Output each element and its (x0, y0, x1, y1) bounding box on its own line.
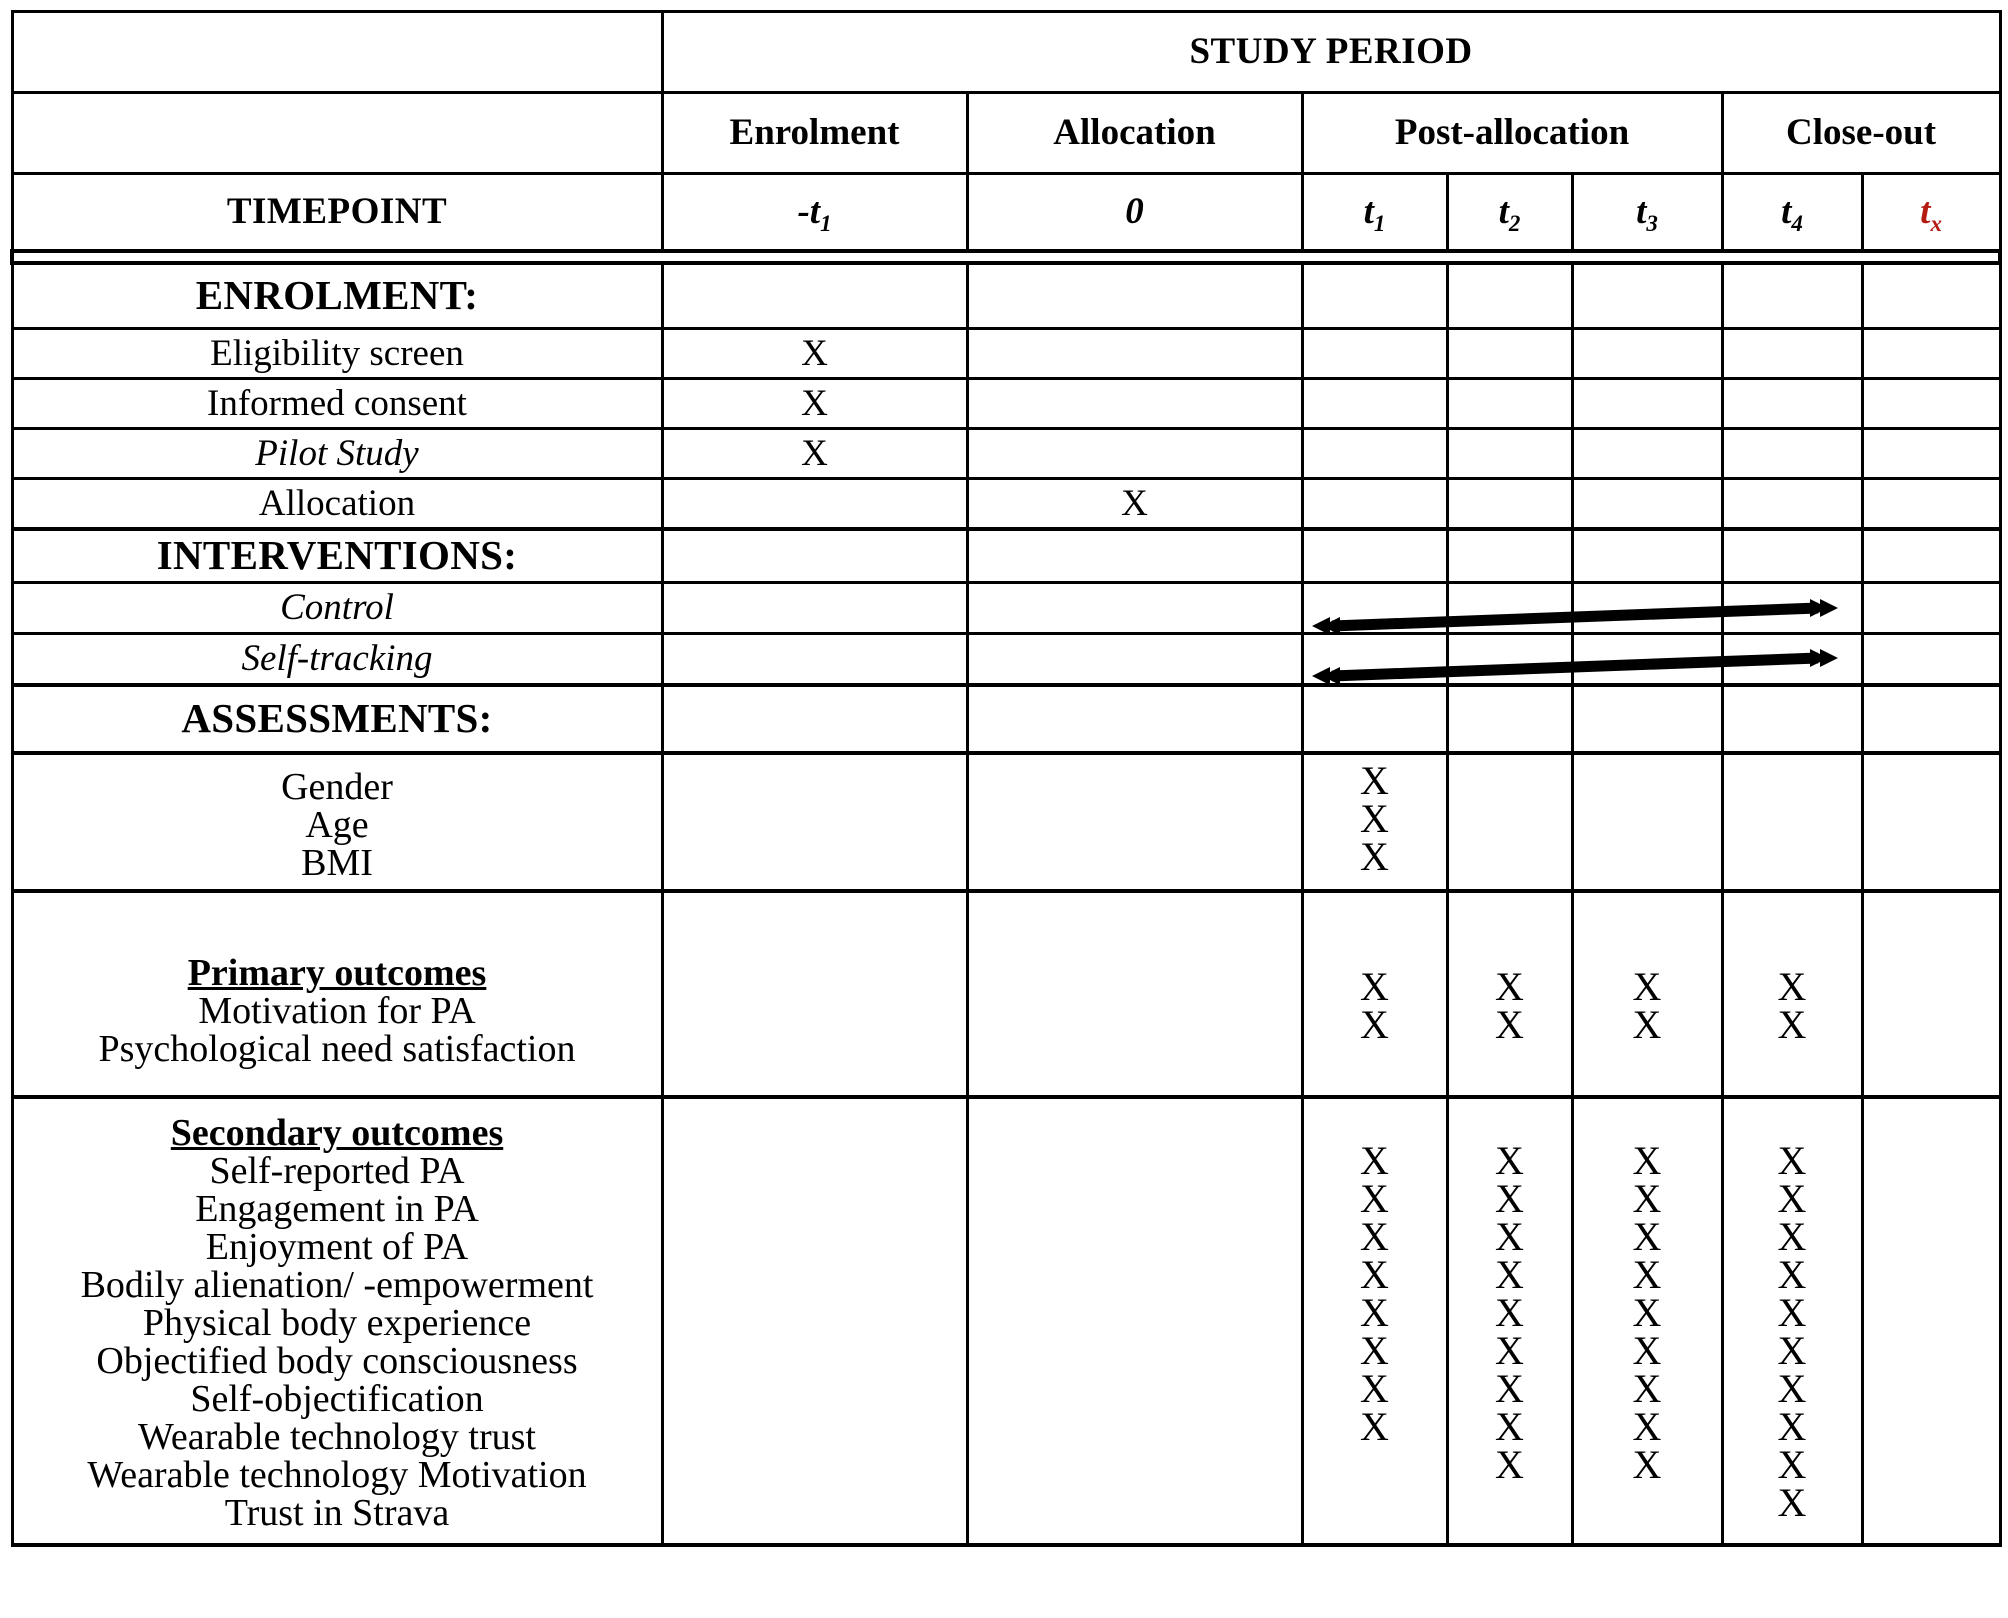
row-label-psychological-need-satisfaction: Psychological need satisfaction (98, 1028, 576, 1070)
timepoint-t3 (1572, 174, 1722, 252)
mark-selfreportedpa-t1: X (1360, 1138, 1389, 1183)
row-label-trust-in-strava: Trust in Strava (224, 1492, 450, 1534)
mark-control-t2 (1447, 583, 1572, 634)
group-labels-secondary (12, 1097, 662, 1545)
header-body-separator (12, 251, 2000, 263)
mark-allocationrow-t2 (1447, 479, 1572, 530)
mark-control-enrolment (662, 583, 967, 634)
mark-enjoymentpa-t3: X (1632, 1214, 1662, 1259)
header-row-study-period (12, 12, 2000, 93)
table-row (12, 479, 2000, 530)
cell-assessments-heading-c7 (1862, 685, 2000, 753)
mark-selftracking-t4 (1722, 634, 1862, 686)
mark-enjoymentpa-t4: X (1777, 1214, 1807, 1259)
mark-eligibility-t1 (1302, 329, 1447, 379)
cell-enrolment-heading-c2 (967, 263, 1302, 329)
mark-eligibility-allocation (967, 329, 1302, 379)
timepoint-t1-base: t (1363, 191, 1374, 233)
row-label-pilot-study: Pilot Study (12, 429, 662, 479)
mark-consent-t2 (1447, 379, 1572, 429)
mark-motivation-t2: X (1495, 964, 1524, 1009)
mark-allocationrow-t4 (1722, 479, 1862, 530)
cell-enrolment-heading-c6 (1722, 263, 1862, 329)
cell-enrolment-heading-c1 (662, 263, 967, 329)
marks-secondary-allocation (967, 1097, 1302, 1545)
row-label-self-objectification: Self-objectification (190, 1378, 484, 1420)
cell-interventions-heading-c4 (1447, 529, 1572, 583)
marks-primary-t1 (1302, 891, 1447, 1097)
mark-consent-tx (1862, 379, 2000, 429)
mark-motivation-t4: X (1777, 964, 1807, 1009)
timepoint-t4-sub: 4 (1791, 210, 1803, 236)
row-label-control: Control (12, 583, 662, 634)
row-label-wearable-technology-motivation: Wearable technology Motivation (87, 1454, 587, 1496)
marks-primary-t2 (1447, 891, 1572, 1097)
timepoint-t1 (1302, 174, 1447, 252)
row-label-informed-consent: Informed consent (12, 379, 662, 429)
row-assessments-heading (12, 685, 2000, 753)
mark-control-allocation (967, 583, 1302, 634)
mark-pilot-allocation (967, 429, 1302, 479)
separator-seg-7 (1862, 251, 2000, 263)
cell-assessments-heading-c2 (967, 685, 1302, 753)
timepoint-t3-base: t (1636, 191, 1647, 233)
separator-seg-3 (1302, 251, 1447, 263)
timepoint-tx-sub: x (1930, 210, 1942, 236)
mark-truststrava-t4: X (1777, 1480, 1807, 1525)
mark-psychneed-t4: X (1777, 1002, 1807, 1047)
row-label-motivation-for-pa: Motivation for PA (198, 990, 476, 1032)
group-labels-primary (12, 891, 662, 1097)
mark-allocationrow-allocation: X (967, 479, 1302, 530)
mark-bodilyalienation-t3: X (1632, 1252, 1662, 1297)
separator-seg-2 (967, 251, 1302, 263)
cell-interventions-heading-c5 (1572, 529, 1722, 583)
mark-motivation-t3: X (1632, 964, 1662, 1009)
marks-secondary-tx (1862, 1097, 2000, 1545)
mark-pilot-t2 (1447, 429, 1572, 479)
marks-secondary-t1 (1302, 1097, 1447, 1545)
group-secondary-outcomes (12, 1097, 2000, 1545)
mark-selfreportedpa-t2: X (1495, 1138, 1524, 1183)
mark-allocationrow-tx (1862, 479, 2000, 530)
cell-interventions-heading-c3 (1302, 529, 1447, 583)
row-enrolment-heading (12, 263, 2000, 329)
row-interventions-heading (12, 529, 2000, 583)
mark-allocationrow-t1 (1302, 479, 1447, 530)
row-label-enjoyment-of-pa: Enjoyment of PA (205, 1226, 469, 1268)
table-row (12, 429, 2000, 479)
timepoint-enrolment (662, 174, 967, 252)
cell-enrolment-heading-c5 (1572, 263, 1722, 329)
row-label-age: Age (305, 804, 369, 846)
row-label-bodily-alienation-empowerment: Bodily alienation/ -empowerment (80, 1264, 594, 1306)
marks-primary-t3 (1572, 891, 1722, 1097)
mark-pilot-t1 (1302, 429, 1447, 479)
timepoint-t4-base: t (1781, 191, 1792, 233)
mark-wearabletrust-t3: X (1632, 1404, 1662, 1449)
row-label-secondary-outcomes: Secondary outcomes (170, 1112, 504, 1154)
mark-bodilyalienation-t4: X (1777, 1252, 1807, 1297)
timepoint-tx-base: t (1920, 191, 1931, 233)
period-header-close-out: Close-out (1722, 93, 2000, 174)
mark-consent-t1 (1302, 379, 1447, 429)
cell-assessments-heading-c3 (1302, 685, 1447, 753)
mark-gender-t1: X (1360, 758, 1389, 803)
header-row-periods (12, 93, 2000, 174)
marks-secondary-t2 (1447, 1097, 1572, 1545)
cell-enrolment-heading-c3 (1302, 263, 1447, 329)
mark-eligibility-t2 (1447, 329, 1572, 379)
mark-consent-allocation (967, 379, 1302, 429)
mark-bmi-t1: X (1360, 834, 1389, 879)
mark-eligibility-t4 (1722, 329, 1862, 379)
mark-allocationrow-enrolment (662, 479, 967, 530)
marks-demographics-t3 (1572, 753, 1722, 891)
timepoint-enrolment-base: -t (797, 191, 821, 233)
mark-wearabletrust-t2: X (1495, 1404, 1524, 1449)
mark-selfobjectification-t2: X (1495, 1366, 1524, 1411)
marks-secondary-enrolment (662, 1097, 967, 1545)
mark-engagementpa-t2: X (1495, 1176, 1524, 1221)
mark-bodilyalienation-t2: X (1495, 1252, 1524, 1297)
table-row (12, 634, 2000, 686)
row-label-allocation: Allocation (12, 479, 662, 530)
timepoint-t3-sub: 3 (1646, 210, 1658, 236)
mark-selfreportedpa-t4: X (1777, 1138, 1807, 1183)
cell-assessments-heading-c1 (662, 685, 967, 753)
marks-secondary-t4 (1722, 1097, 1862, 1545)
cell-assessments-heading-c4 (1447, 685, 1572, 753)
row-label-wearable-technology-trust: Wearable technology trust (138, 1416, 536, 1458)
timepoint-t4 (1722, 174, 1862, 252)
marks-demographics-allocation (967, 753, 1302, 891)
mark-pilot-tx (1862, 429, 2000, 479)
marks-primary-tx (1862, 891, 2000, 1097)
row-label-gender: Gender (281, 766, 393, 808)
mark-wearabletrust-t4: X (1777, 1404, 1807, 1449)
mark-selftracking-t3 (1572, 634, 1722, 686)
mark-physicalbody-t3: X (1632, 1290, 1662, 1335)
separator-seg-4 (1447, 251, 1572, 263)
marks-primary-allocation (967, 891, 1302, 1097)
period-header-enrolment: Enrolment (662, 93, 967, 174)
timepoint-allocation-base: 0 (1125, 191, 1144, 233)
mark-wearabletrust-t1: X (1360, 1404, 1389, 1449)
mark-eligibility-tx (1862, 329, 2000, 379)
mark-consent-enrolment: X (662, 379, 967, 429)
mark-control-t3 (1572, 583, 1722, 634)
mark-pilot-t4 (1722, 429, 1862, 479)
mark-physicalbody-t4: X (1777, 1290, 1807, 1335)
timepoint-tx (1862, 174, 2000, 252)
mark-selftracking-enrolment (662, 634, 967, 686)
mark-selfobjectification-t1: X (1360, 1366, 1389, 1411)
marks-primary-t4 (1722, 891, 1862, 1097)
marks-demographics-enrolment (662, 753, 967, 891)
row-label-objectified-body-consciousness: Objectified body consciousness (96, 1340, 578, 1382)
study-period-title: STUDY PERIOD (662, 12, 2000, 93)
row-label-engagement-in-pa: Engagement in PA (195, 1188, 479, 1230)
mark-objectifiedbody-t2: X (1495, 1328, 1524, 1373)
mark-selfobjectification-t4: X (1777, 1366, 1807, 1411)
period-header-post-allocation: Post-allocation (1302, 93, 1722, 174)
period-header-allocation: Allocation (967, 93, 1302, 174)
marks-demographics-t1 (1302, 753, 1447, 891)
group-primary-outcomes (12, 891, 2000, 1097)
marks-demographics-t2 (1447, 753, 1572, 891)
mark-consent-t4 (1722, 379, 1862, 429)
mark-control-tx (1862, 583, 2000, 634)
mark-enjoymentpa-t1: X (1360, 1214, 1389, 1259)
mark-objectifiedbody-t3: X (1632, 1328, 1662, 1373)
group-demographics (12, 753, 2000, 891)
mark-engagementpa-t3: X (1632, 1176, 1662, 1221)
marks-demographics-t4 (1722, 753, 1862, 891)
row-label-bmi: BMI (301, 842, 373, 884)
mark-allocationrow-t3 (1572, 479, 1722, 530)
cell-assessments-heading-c6 (1722, 685, 1862, 753)
header-blank-cell (12, 12, 662, 93)
mark-control-t4 (1722, 583, 1862, 634)
row-label-physical-body-experience: Physical body experience (142, 1302, 532, 1344)
marks-demographics-tx (1862, 753, 2000, 891)
mark-selftracking-t1 (1302, 634, 1447, 686)
cell-interventions-heading-c6 (1722, 529, 1862, 583)
timepoint-t2-base: t (1498, 191, 1509, 233)
section-heading-interventions: INTERVENTIONS: (12, 529, 662, 583)
mark-wearablemotivation-t3: X (1632, 1442, 1662, 1487)
cell-interventions-heading-c1 (662, 529, 967, 583)
timepoint-t2 (1447, 174, 1572, 252)
cell-assessments-heading-c5 (1572, 685, 1722, 753)
mark-pilot-enrolment: X (662, 429, 967, 479)
cell-interventions-heading-c2 (967, 529, 1302, 583)
mark-eligibility-enrolment: X (662, 329, 967, 379)
mark-eligibility-t3 (1572, 329, 1722, 379)
mark-physicalbody-t2: X (1495, 1290, 1524, 1335)
mark-engagementpa-t1: X (1360, 1176, 1389, 1221)
row-label-self-reported-pa: Self-reported PA (209, 1150, 465, 1192)
mark-consent-t3 (1572, 379, 1722, 429)
timepoint-row-label: TIMEPOINT (12, 174, 662, 252)
separator-seg-6 (1722, 251, 1862, 263)
mark-pilot-t3 (1572, 429, 1722, 479)
mark-psychneed-t1: X (1360, 1002, 1389, 1047)
mark-selftracking-tx (1862, 634, 2000, 686)
mark-motivation-t1: X (1360, 964, 1389, 1009)
header-row-timepoints (12, 174, 2000, 252)
row-label-self-tracking: Self-tracking (12, 634, 662, 686)
timepoint-t1-sub: 1 (1373, 210, 1386, 236)
separator-seg-1 (662, 251, 967, 263)
row-label-primary-outcomes: Primary outcomes (187, 952, 487, 994)
mark-bodilyalienation-t1: X (1360, 1252, 1389, 1297)
mark-age-t1: X (1360, 796, 1389, 841)
section-heading-assessments: ASSESSMENTS: (12, 685, 662, 753)
timepoint-enrolment-sub: 1 (820, 210, 832, 236)
mark-selfreportedpa-t3: X (1632, 1138, 1662, 1183)
table-row (12, 583, 2000, 634)
spellcheck-underline-icon (1920, 191, 1942, 236)
timepoint-allocation (967, 174, 1302, 252)
mark-objectifiedbody-t1: X (1360, 1328, 1389, 1373)
section-heading-enrolment: ENROLMENT: (12, 263, 662, 329)
table-row (12, 379, 2000, 429)
marks-primary-enrolment (662, 891, 967, 1097)
timepoint-t2-sub: 2 (1508, 210, 1521, 236)
mark-engagementpa-t4: X (1777, 1176, 1807, 1221)
mark-physicalbody-t1: X (1360, 1290, 1389, 1335)
table-row (12, 329, 2000, 379)
mark-wearablemotivation-t4: X (1777, 1442, 1807, 1487)
separator-seg-label (12, 251, 662, 263)
cell-enrolment-heading-c7 (1862, 263, 2000, 329)
mark-psychneed-t3: X (1632, 1002, 1662, 1047)
cell-enrolment-heading-c4 (1447, 263, 1572, 329)
mark-wearablemotivation-t2: X (1495, 1442, 1524, 1487)
separator-seg-5 (1572, 251, 1722, 263)
mark-objectifiedbody-t4: X (1777, 1328, 1807, 1373)
mark-selftracking-allocation (967, 634, 1302, 686)
mark-enjoymentpa-t2: X (1495, 1214, 1524, 1259)
cell-interventions-heading-c7 (1862, 529, 2000, 583)
header-blank-cell-2 (12, 93, 662, 174)
marks-secondary-t3 (1572, 1097, 1722, 1545)
group-labels-demographics (12, 753, 662, 891)
row-label-eligibility-screen: Eligibility screen (12, 329, 662, 379)
mark-psychneed-t2: X (1495, 1002, 1524, 1047)
mark-control-t1 (1302, 583, 1447, 634)
mark-selfobjectification-t3: X (1632, 1366, 1662, 1411)
spirit-schedule-table (10, 10, 2002, 1547)
mark-selftracking-t2 (1447, 634, 1572, 686)
